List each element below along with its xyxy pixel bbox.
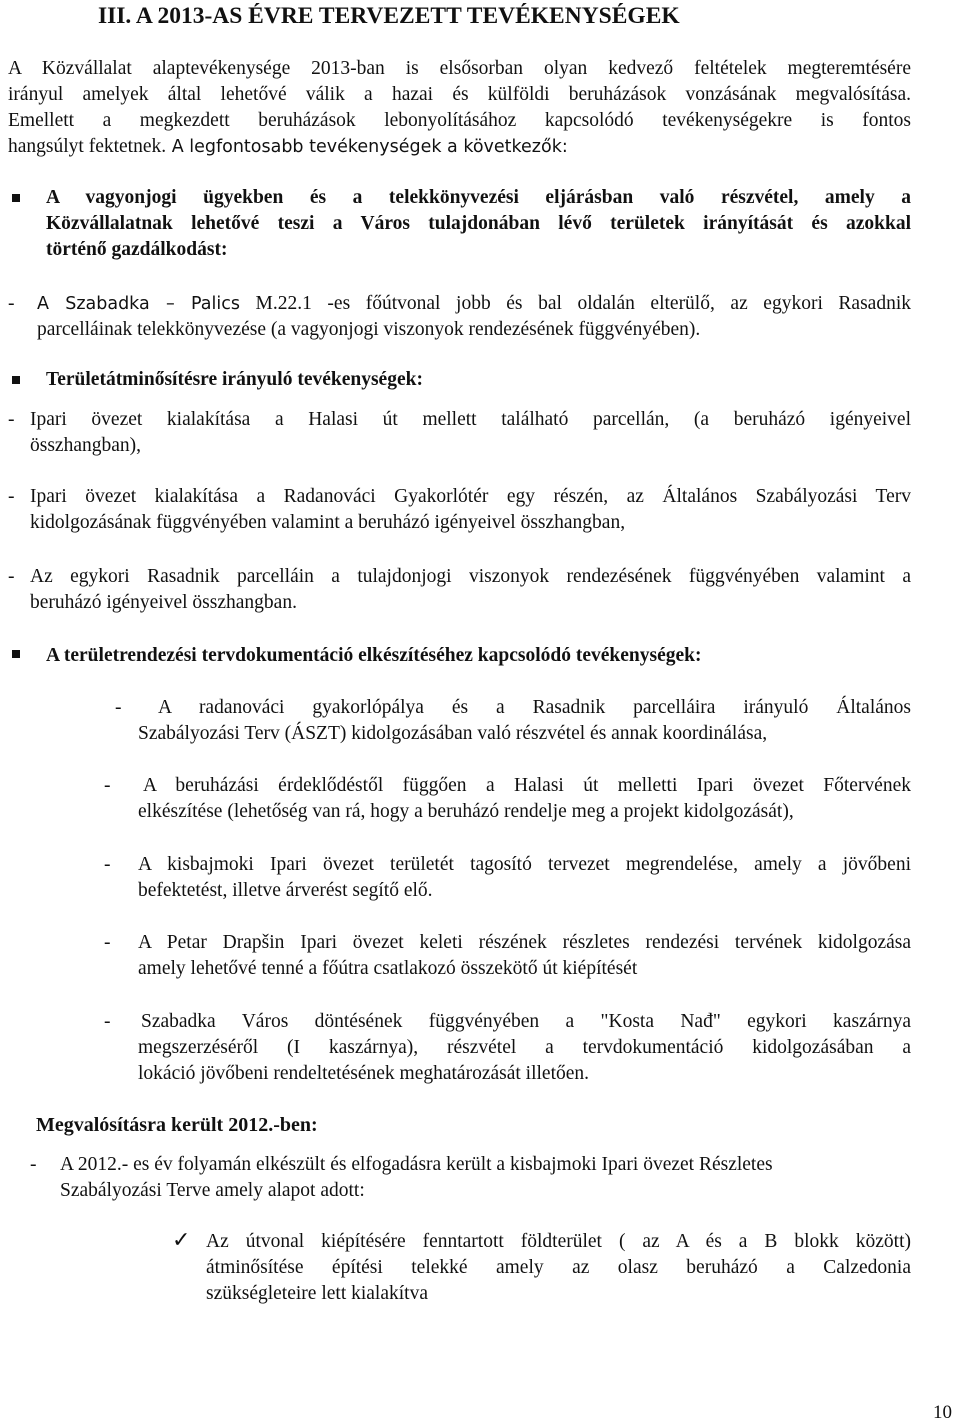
checkmark-icon: ✓ (172, 1228, 191, 1253)
dash-marker: - (104, 854, 111, 875)
intro-line: Emellett a megkezdett beruházások lebonyolításához kapcsolódó tevékenységekre is fontos (8, 110, 911, 131)
section3-item: A beruházási érdeklődéstől függően a Halasi út melletti Ipari övezet Főtervének elkészítése (lehetőség van rá, hogy a beruházó rendelje meg a projekt kidolgozását), (138, 775, 911, 822)
section2-item: Ipari övezet kialakítása a Radanováci Gyakorlótér egy részén, az Általános Szabályozási Terv kidolgozásának függvényében valamint a beruházó igényeivel összhangban, (30, 486, 911, 533)
dash-marker: - (104, 1011, 111, 1032)
intro-line: irányul amelyek által lehetővé válik a hazai és külföldi beruházások vonzásának megvalósítása. (8, 84, 911, 105)
section3-item: A Petar Drapšin Ipari övezet keleti részének részletes rendezési tervének kidolgozása amely lehetővé tenné a főútra csatlakozó összekötő út kiépítését (138, 932, 911, 979)
section2-item: Az egykori Rasadnik parcelláin a tulajdonjogi viszonyok rendezésének függvényében valamint a beruházó igényeivel összhangban. (30, 566, 911, 613)
section2-item: Ipari övezet kialakítása a Halasi út mellett található parcellán, (a beruházó igényeivel összhangban), (30, 409, 911, 456)
dash-marker: - (8, 486, 15, 507)
intro-line: A Közvállalat alaptevékenysége 2013-ban is elsősorban olyan kedvező feltételek megteremtésére (8, 58, 911, 79)
bullet-square-icon (12, 650, 20, 658)
section-heading: III. A 2013-AS ÉVRE TERVEZETT TEVÉKENYSÉGEK (98, 3, 680, 29)
section3-item: A radanováci gyakorlópálya és a Rasadnik parcelláira irányuló Általános Szabályozási Terv (ÁSZT) kidolgozásában való részvétel és annak koordinálása, (138, 697, 911, 744)
intro-line: hangsúlyt fektetnek. A legfontosabb tevékenységek a következők: (8, 136, 568, 157)
bullet-square-icon (12, 194, 20, 202)
dash-marker: - (8, 293, 15, 314)
dash-marker: - (8, 566, 15, 587)
section2-title: Területátminősítésre irányuló tevékenységek: (46, 369, 423, 390)
realized-check-item: Az útvonal kiépítésére fenntartott földterület ( az A és a B blokk között) átminősítése építési telekké amely az olasz beruházó a Calzedonia szükségleteire lett kialakítva (206, 1231, 911, 1304)
dash-marker: - (104, 932, 111, 953)
section3-item: Szabadka Város döntésének függvényében a "Kosta Nađ" egykori kaszárnya megszerzéséről (I kaszárnya), részvétel a tervdokumentáció kidolgozásában a lokáció jövőbeni rendeltetésének meghatározását illetően. (138, 1011, 911, 1084)
realized-title: Megvalósításra került 2012.-ben: (36, 1114, 318, 1136)
bullet-square-icon (12, 376, 20, 384)
page-number: 10 (933, 1402, 952, 1423)
dash-marker: - (30, 1154, 37, 1175)
intro-paragraph (8, 56, 911, 160)
realized-item: A 2012.- es év folyamán elkészült és elfogadásra került a kisbajmoki Ipari övezet Részletes Szabályozási Terve amely alapot adott: (60, 1154, 773, 1201)
dash-marker: - (104, 775, 111, 796)
dash-marker: - (115, 697, 122, 718)
section3-title: A területrendezési tervdokumentáció elkészítéséhez kapcsolódó tevékenységek: (46, 645, 702, 666)
section1-item: A Szabadka – Palics M.22.1 -es főútvonal jobb és bal oldalán elterülő, az egykori Rasadnik parcelláinak telekkönyvezése (a vagyonjogi viszonyok rendezésének függvényében). (37, 293, 911, 340)
dash-marker: - (8, 409, 15, 430)
section1-title: A vagyonjogi ügyekben és a telekkönyvezési eljárásban való részvétel, amely a Közvállalatnak lehetővé teszi a Város tulajdonában lévő területek irányítását és azokkal történő gazdálkodást: (46, 187, 911, 260)
section3-item: A kisbajmoki Ipari övezet területét tagosító tervezet megrendelése, amely a jövőbeni befektetést, illetve árverést segítő elő. (138, 854, 911, 901)
